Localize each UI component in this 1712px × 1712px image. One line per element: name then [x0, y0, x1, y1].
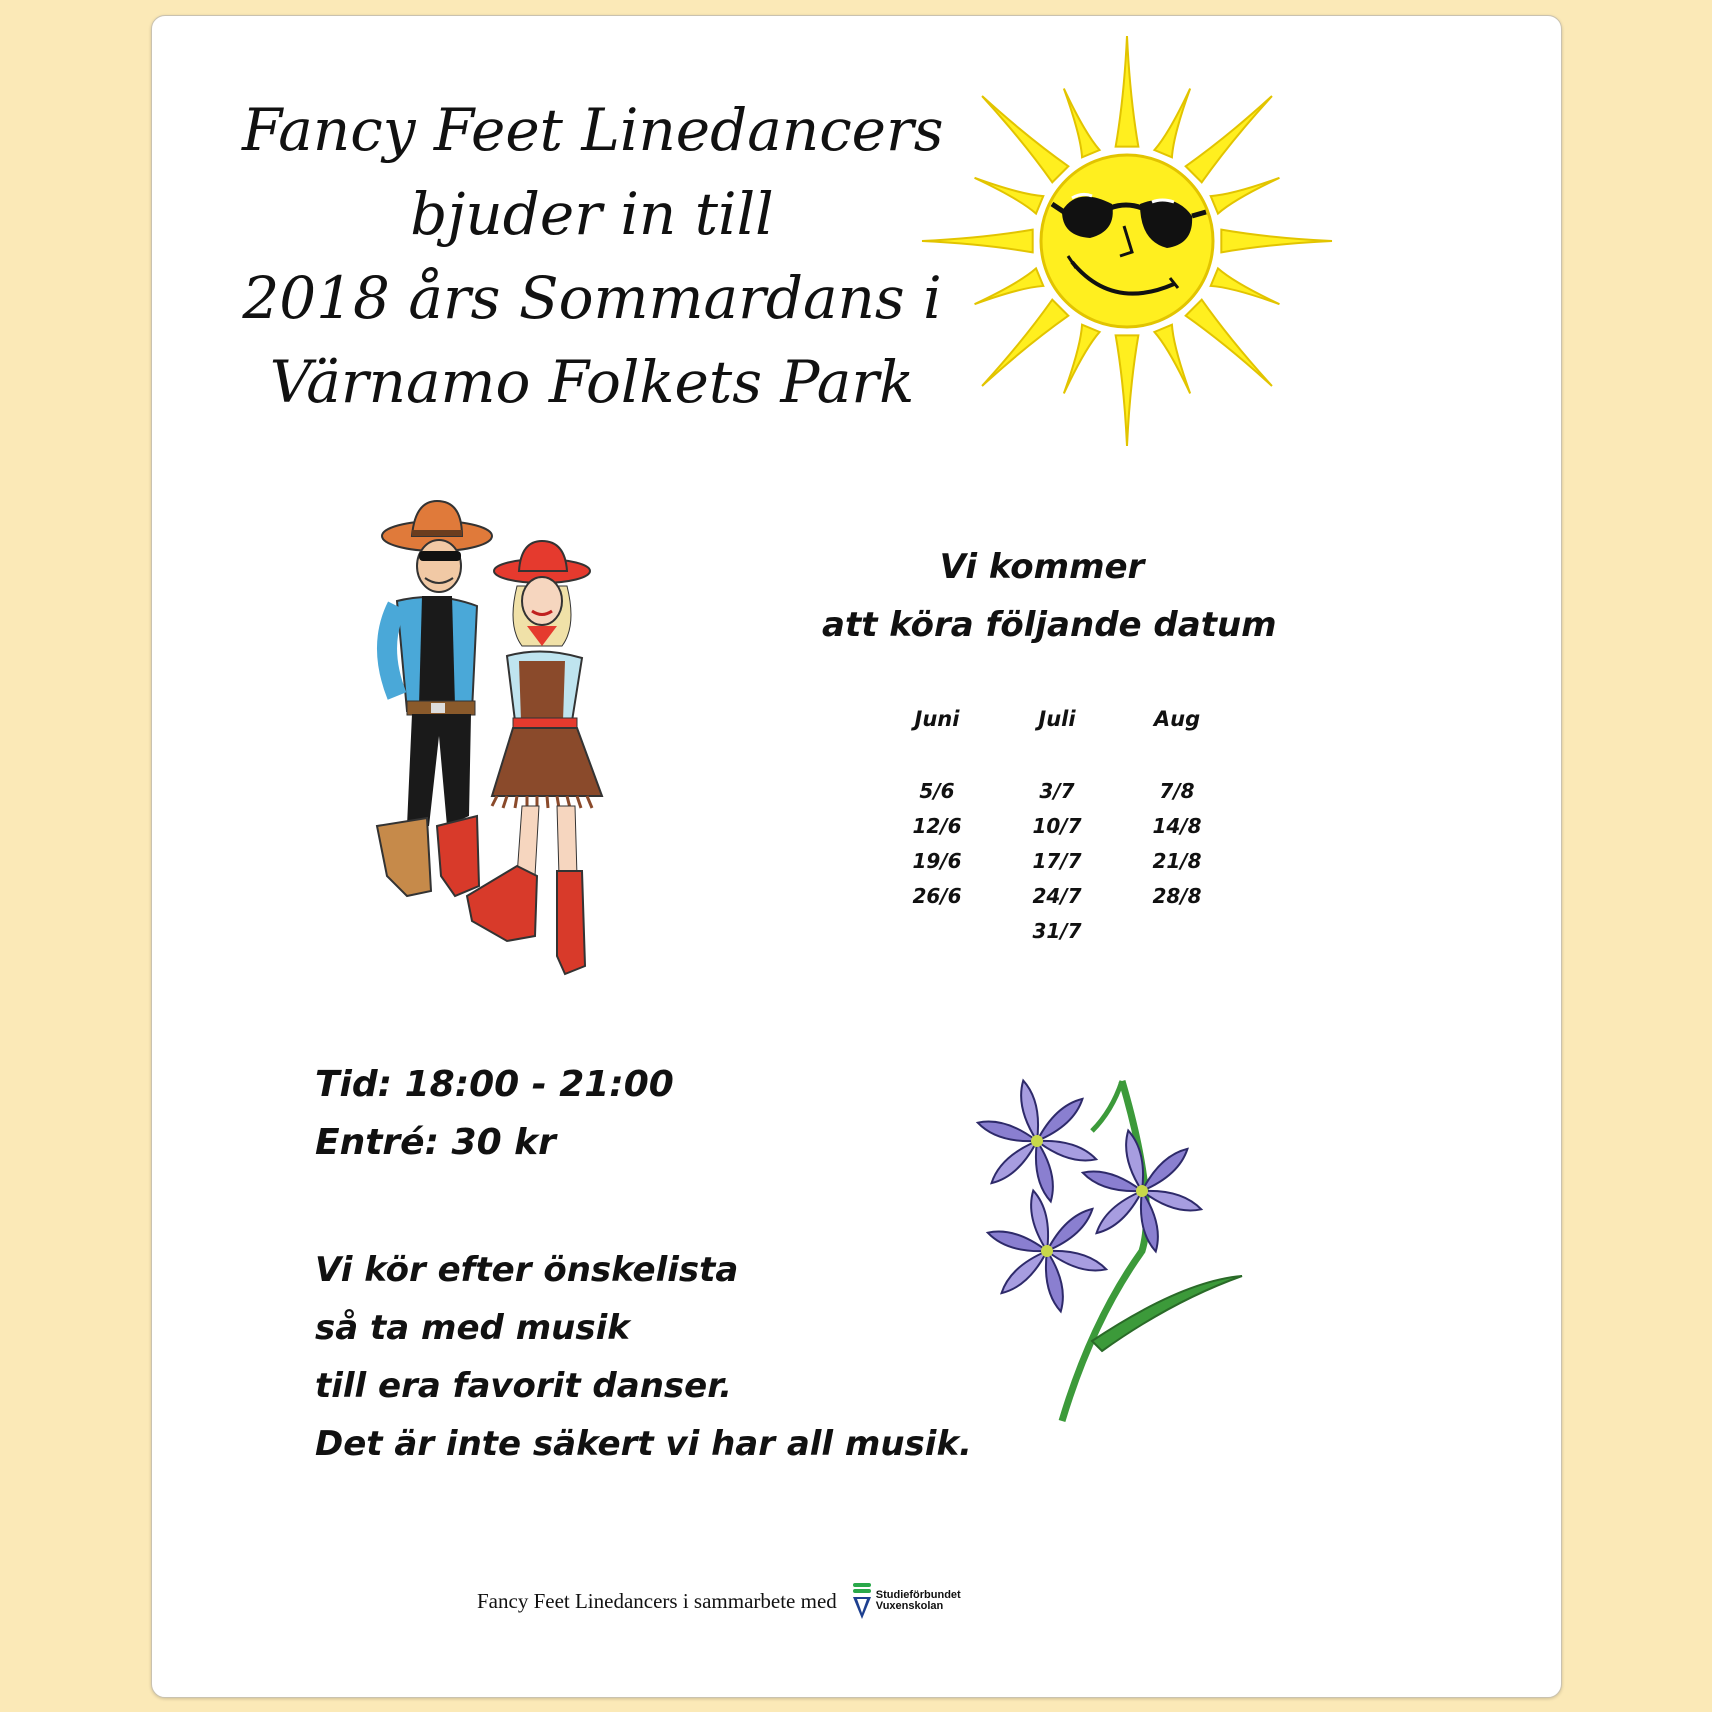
lily-petal — [1097, 1191, 1142, 1233]
date-item: 3/7 — [1039, 779, 1075, 803]
date-item: 26/6 — [912, 884, 962, 908]
purple-lily-icon — [942, 1051, 1262, 1431]
flyer-title — [242, 88, 942, 424]
lily-blossoms — [978, 1081, 1201, 1312]
date-item: 17/7 — [1032, 849, 1082, 873]
logo-line: Vuxenskolan — [875, 1600, 944, 1612]
sun-ray — [1154, 89, 1190, 158]
lily-center — [1136, 1185, 1148, 1197]
title-line: Fancy Feet Linedancers — [242, 96, 944, 164]
sun-ray — [1211, 268, 1280, 304]
lily-center — [1031, 1135, 1043, 1147]
lily-petal — [1037, 1099, 1082, 1141]
month-header: Juli — [1038, 707, 1076, 731]
sun-ray — [1064, 89, 1100, 158]
sun-ray — [975, 268, 1044, 304]
date-item: 12/6 — [912, 814, 962, 838]
sun-ray — [1211, 178, 1280, 214]
note-line: så ta med musik — [315, 1308, 630, 1348]
date-item: 19/6 — [912, 849, 962, 873]
sun-with-sunglasses-icon — [912, 26, 1342, 456]
lily-center — [1041, 1245, 1053, 1257]
note-line: Vi kör efter önskelista — [315, 1250, 739, 1290]
date-item: 28/8 — [1152, 884, 1202, 908]
schedule-intro — [822, 538, 1277, 654]
sun-ray — [922, 230, 1033, 253]
month-column-juli — [1007, 704, 1107, 949]
sun-ray — [975, 178, 1044, 214]
sun-ray — [1116, 36, 1139, 147]
month-column-aug — [1127, 704, 1227, 949]
title-line: 2018 års Sommardans i — [242, 264, 942, 332]
sun-ray — [1154, 325, 1190, 394]
lily-flower — [988, 1191, 1106, 1312]
vuxenskolan-logo — [851, 1581, 961, 1621]
sun-ray — [1186, 300, 1272, 386]
sun-ray — [1221, 230, 1332, 253]
month-header: Aug — [1153, 707, 1201, 731]
date-item: 14/8 — [1152, 814, 1202, 838]
title-line: Värnamo Folkets Park — [269, 348, 915, 416]
cowboy-dancers-illustration — [367, 496, 627, 996]
footer-text: Fancy Feet Linedancers i sammarbete med — [477, 1588, 837, 1613]
date-item: 10/7 — [1032, 814, 1082, 838]
logo-line: Studieförbundet — [875, 1589, 961, 1601]
lily-petal — [1002, 1251, 1047, 1293]
sun-ray — [1116, 335, 1139, 446]
lily-petal — [992, 1141, 1037, 1183]
date-item: 7/8 — [1159, 779, 1195, 803]
note-line: Det är inte säkert vi har all musik. — [315, 1424, 972, 1464]
date-item: 5/6 — [919, 779, 955, 803]
intro-line: att köra följande datum — [822, 605, 1277, 645]
month-header: Juni — [914, 707, 960, 731]
sun-ray — [982, 96, 1068, 182]
date-item: 31/7 — [1032, 919, 1082, 943]
date-item: 21/8 — [1152, 849, 1202, 873]
note-line: till era favorit danser. — [315, 1366, 733, 1406]
cowgirl-figure — [467, 541, 602, 974]
dates-table — [887, 704, 1227, 949]
entry-fee: Entré: 30 kr — [315, 1122, 556, 1163]
lily-petal — [1142, 1149, 1187, 1191]
flyer-page — [151, 15, 1562, 1698]
sun-ray — [1186, 96, 1272, 182]
lily-petal — [1047, 1209, 1092, 1251]
cowboy-figure — [377, 501, 492, 896]
month-column-juni — [887, 704, 987, 949]
vuxenskolan-logo-text — [876, 1590, 961, 1612]
intro-line: Vi kommer — [939, 547, 1145, 587]
sun-ray — [982, 300, 1068, 386]
sun-ray — [1064, 325, 1100, 394]
vuxenskolan-logo-mark — [851, 1581, 873, 1621]
footer — [477, 1581, 961, 1621]
date-item: 24/7 — [1032, 884, 1082, 908]
music-note — [315, 1241, 972, 1473]
time-info: Tid: 18:00 - 21:00 — [315, 1064, 674, 1105]
event-info — [315, 1056, 674, 1172]
title-line: bjuder in till — [410, 180, 774, 248]
lily-flower — [978, 1081, 1096, 1202]
